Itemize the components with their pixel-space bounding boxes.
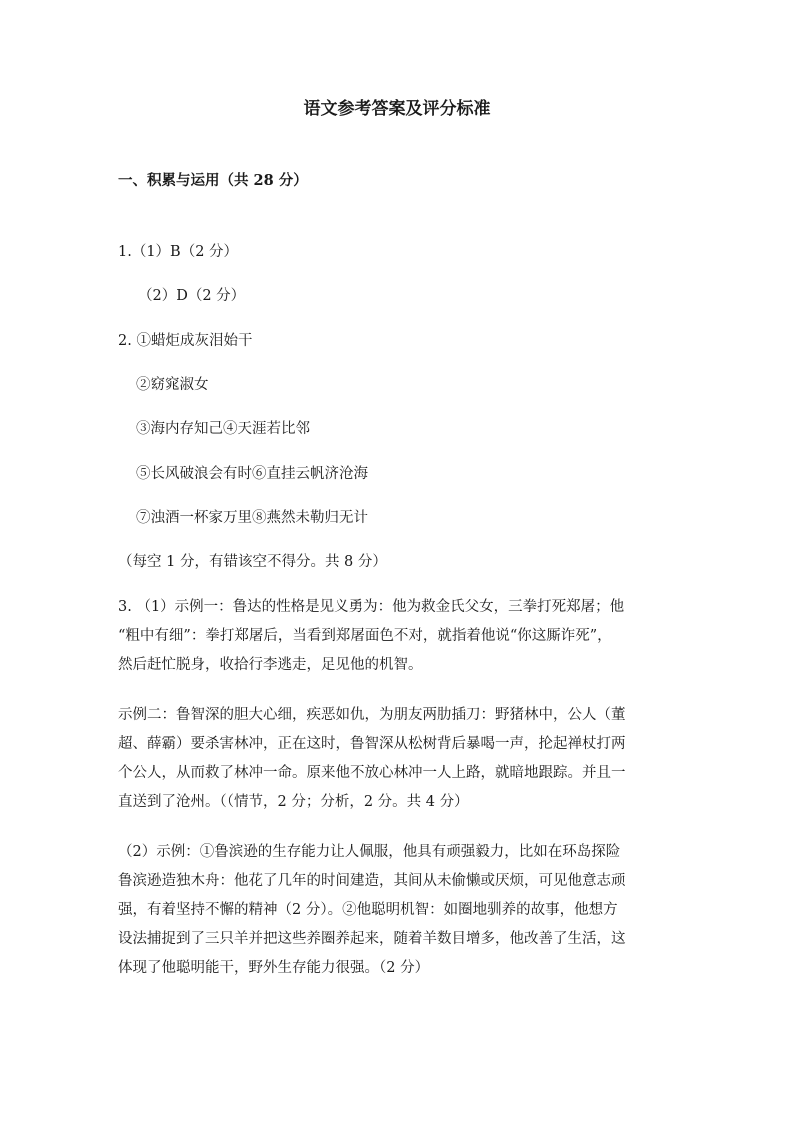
q3-p3-line: （2）示例：①鲁滨逊的生存能力让人佩服，他具有顽强毅力，比如在环岛探险 [118,844,621,860]
q3-p3-line: 强，有着坚持不懈的精神（2 分）。②他聪明机智：如圈地驯养的故事，他想方 [118,902,618,918]
q3-paragraph-3 [118,838,678,983]
q3-p2-line: 示例二：鲁智深的胆大心细，疾恶如仇，为朋友两肋插刀：野猪林中，公人（董 [118,707,626,723]
q3-p1-line: “粗中有细”：拳打郑屠后，当看到郑屠面色不对，就指着他说“你这厮诈死”， [118,628,612,644]
q3-paragraph-2 [118,701,678,817]
q3-p3-line: 设法捕捉到了三只羊并把这些养圈养起来，随着羊数目增多，他改善了生活，这 [118,931,626,947]
q1-answer-1: 1.（1）B（2 分） [118,244,239,260]
q3-p3-line: 鲁滨逊造独木舟：他花了几年的时间建造，其间从未偷懒或厌烦，可见他意志顽 [118,873,626,889]
q3-p2-line: 超、薛霸）要杀害林冲，正在这时，鲁智深从松树背后暴喝一声，抡起禅杖打两 [118,736,626,752]
q3-paragraph-1 [118,593,678,680]
q2-line-2: ②窈窕淑女 [136,377,209,393]
q3-p1-line: 3. （1）示例一：鲁达的性格是见义勇为：他为救金氏父女，三拳打死郑屠；他 [118,599,625,615]
q3-p2-line: 个公人，从而救了林冲一命。原来他不放心林冲一人上路，就暗地跟踪。并且一 [118,765,626,781]
q2-scoring-note: （每空 1 分，有错该空不得分。共 8 分） [118,554,387,570]
q2-line-3: ③海内存知己④天涯若比邻 [136,421,310,437]
q3-p3-line: 体现了他聪明能干，野外生存能力很强。（2 分） [118,960,430,976]
q1-answer-2: （2）D（2 分） [138,288,246,304]
q2-line-1: 2. ①蜡炬成灰泪始干 [118,333,253,349]
page-title: 语文参考答案及评分标准 [303,99,491,119]
q3-p2-line: 直送到了沧州。（（情节，2 分；分析，2 分。共 4 分） [118,794,469,810]
section-heading-1: 一、积累与运用（共 28 分） [118,172,308,189]
q2-line-5: ⑦浊酒一杯家万里⑧燕然未勒归无计 [136,510,368,526]
q3-p1-line: 然后赶忙脱身，收拾行李逃走，足见他的机智。 [118,657,423,673]
q2-line-4: ⑤长风破浪会有时⑥直挂云帆济沧海 [136,466,368,482]
